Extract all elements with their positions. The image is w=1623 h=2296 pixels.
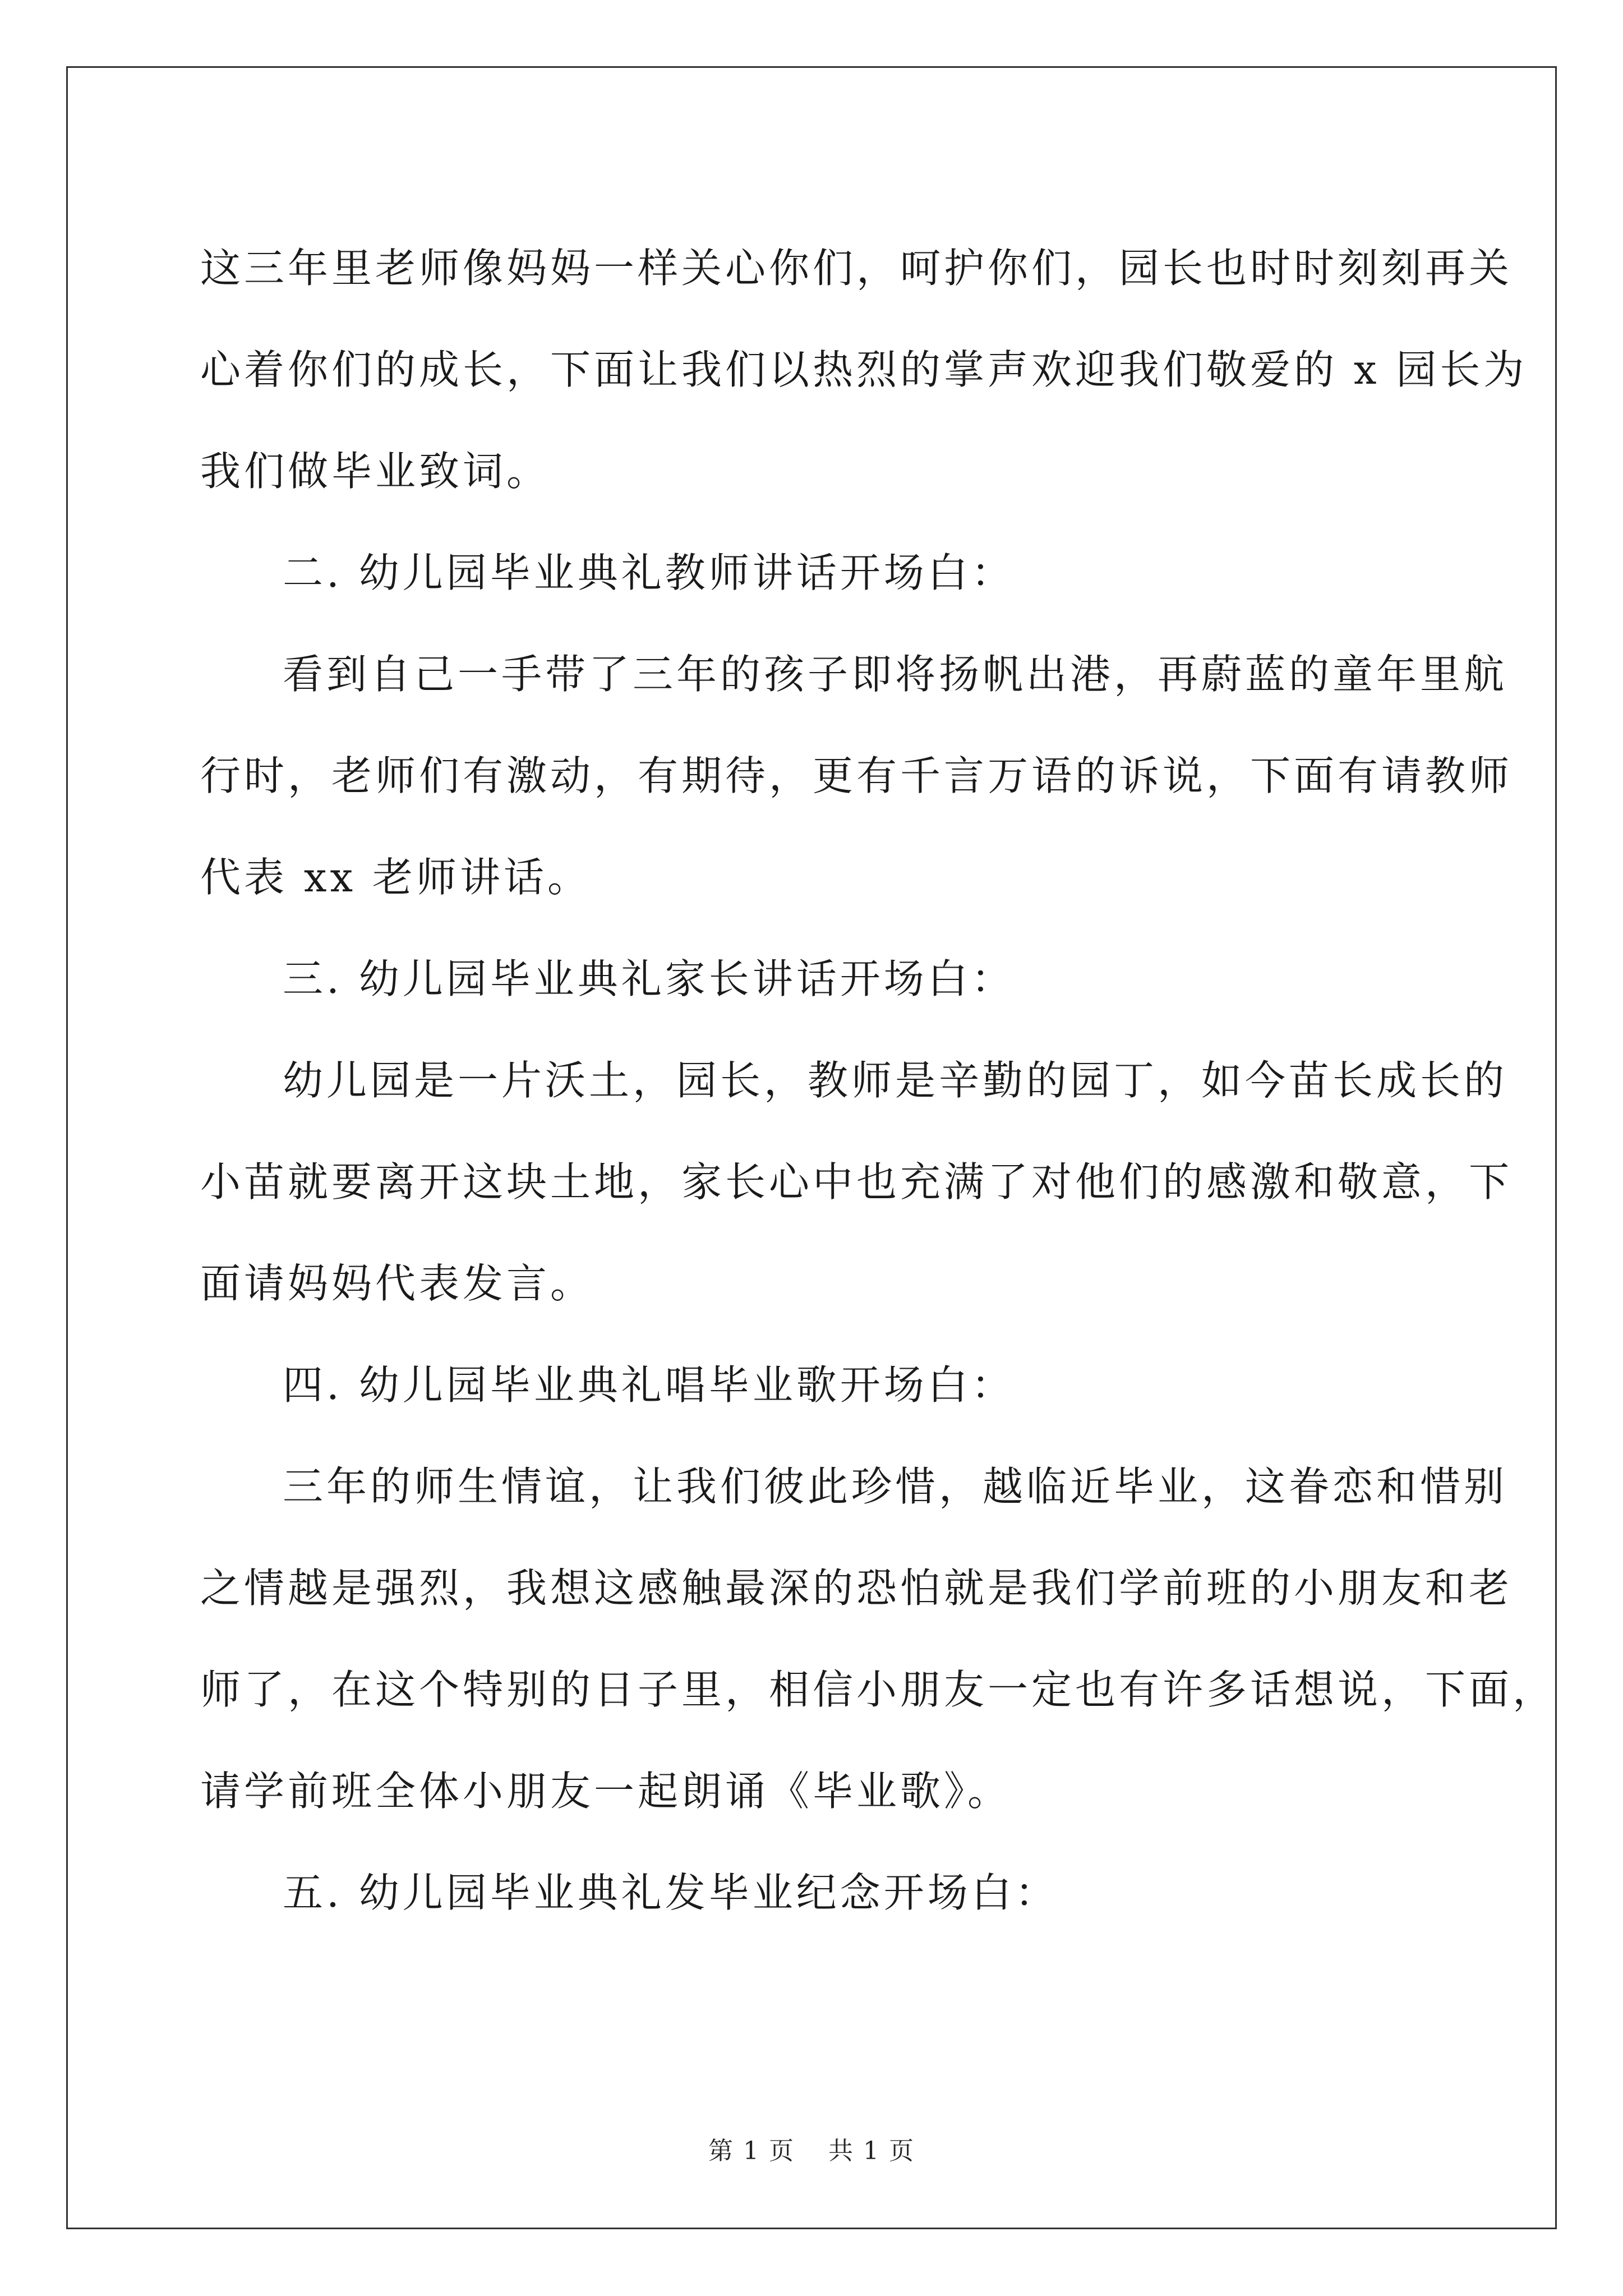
document-body bbox=[200, 218, 1557, 1944]
body-line: 小苗就要离开这块土地，家长心中也充满了对他们的感激和敬意，下 bbox=[200, 1158, 1513, 1205]
body-line: 代表 xx 老师讲话。 bbox=[200, 854, 591, 901]
page-footer bbox=[0, 2131, 1623, 2166]
body-line: 三年的师生情谊，让我们彼此珍惜，越临近毕业，这眷恋和惜别 bbox=[283, 1463, 1508, 1510]
page-number: 第 1 页 bbox=[708, 2137, 795, 2165]
section-heading: 四. 幼儿园毕业典礼唱毕业歌开场白： bbox=[283, 1361, 1015, 1409]
body-line: 面请妈妈代表发言。 bbox=[200, 1260, 594, 1307]
body-line: 这三年里老师像妈妈一样关心你们，呵护你们，园长也时时刻刻再关 bbox=[200, 245, 1513, 292]
body-line: 看到自己一手带了三年的孩子即将扬帆出港，再蔚蓝的童年里航 bbox=[283, 651, 1508, 698]
body-line: 之情越是强烈，我想这感触最深的恐怕就是我们学前班的小朋友和老 bbox=[200, 1565, 1513, 1612]
body-line: 幼儿园是一片沃土，园长，教师是辛勤的园丁，如今苗长成长的 bbox=[283, 1057, 1508, 1104]
body-line: 我们做毕业致词。 bbox=[200, 448, 551, 495]
body-line: 师了，在这个特别的日子里，相信小朋友一定也有许多话想说，下面， bbox=[200, 1666, 1557, 1713]
section-heading: 五. 幼儿园毕业典礼发毕业纪念开场白： bbox=[283, 1869, 1059, 1916]
section-heading: 二. 幼儿园毕业典礼教师讲话开场白： bbox=[283, 549, 1015, 596]
body-line: 心着你们的成长，下面让我们以热烈的掌声欢迎我们敬爱的 x 园长为 bbox=[200, 346, 1528, 393]
section-heading: 三. 幼儿园毕业典礼家长讲话开场白： bbox=[283, 955, 1015, 1002]
body-line: 请学前班全体小朋友一起朗诵《毕业歌》。 bbox=[200, 1768, 1012, 1815]
page-total: 共 1 页 bbox=[828, 2137, 915, 2165]
body-line: 行时，老师们有激动，有期待，更有千言万语的诉说，下面有请教师 bbox=[200, 752, 1513, 799]
